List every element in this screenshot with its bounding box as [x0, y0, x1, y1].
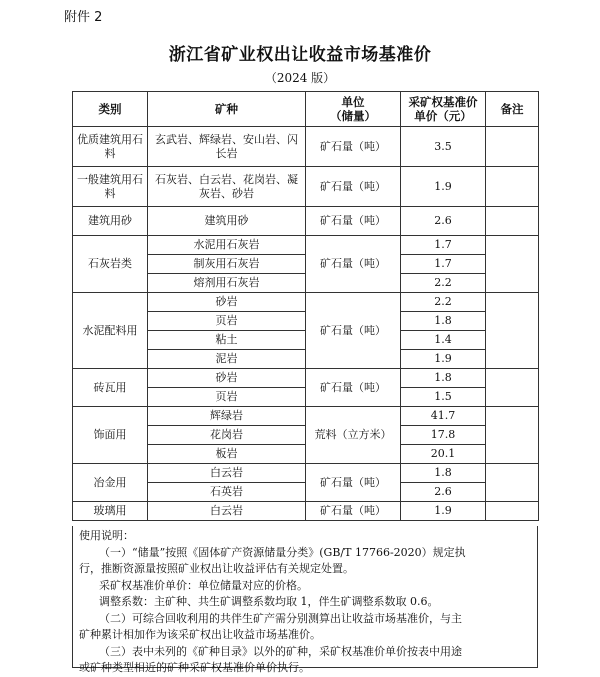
price-cell: 2.2	[401, 293, 486, 312]
table-header-row	[73, 92, 539, 127]
price-cell: 1.9	[401, 350, 486, 369]
remark-cell	[486, 167, 539, 207]
edition-label: （2024 版）	[264, 71, 336, 85]
category-cell: 砖瓦用	[73, 369, 148, 407]
mineral-cell: 熔剂用石灰岩	[148, 274, 306, 293]
price-cell: 1.4	[401, 331, 486, 350]
price-cell: 41.7	[401, 407, 486, 426]
category-cell: 优质建筑用石料	[73, 127, 148, 167]
category-cell: 建筑用砂	[73, 207, 148, 236]
table-row	[73, 369, 539, 388]
remark-cell	[486, 369, 539, 407]
mineral-cell: 板岩	[148, 445, 306, 464]
mineral-cell: 石英岩	[148, 483, 306, 502]
table-row	[73, 502, 539, 521]
remark-cell	[486, 207, 539, 236]
price-cell: 1.7	[401, 255, 486, 274]
mineral-cell: 页岩	[148, 388, 306, 407]
price-cell: 2.6	[401, 207, 486, 236]
table-row	[73, 236, 539, 255]
mineral-cell: 砂岩	[148, 293, 306, 312]
remark-cell	[486, 407, 539, 464]
table-row	[73, 293, 539, 312]
note-item: 调整系数：主矿种、共生矿调整系数均取 1，伴生矿调整系数取 0.6。	[99, 595, 439, 608]
table-row	[73, 407, 539, 426]
mineral-cell: 建筑用砂	[148, 207, 306, 236]
header-price: 采矿权基准价 单价（元）	[401, 92, 486, 127]
table-row	[73, 464, 539, 483]
remark-cell	[486, 236, 539, 293]
note-item: 行，推断资源量按照矿业权出让收益评估有关规定处置。	[79, 562, 354, 575]
remark-cell	[486, 293, 539, 369]
unit-cell: 矿石量（吨）	[306, 502, 401, 521]
price-cell: 1.7	[401, 236, 486, 255]
note-item: 或矿种类型相近的矿种采矿权基准价单价执行。	[79, 661, 310, 674]
price-cell: 3.5	[401, 127, 486, 167]
note-item: （一）“储量”按照《固体矿产资源储量分类》(GB/T 17766-2020）规定执	[99, 545, 466, 559]
unit-cell: 矿石量（吨）	[306, 236, 401, 293]
mineral-cell: 粘土	[148, 331, 306, 350]
unit-cell: 矿石量（吨）	[306, 464, 401, 502]
unit-cell: 荒料（立方米）	[306, 407, 401, 464]
page-title: 浙江省矿业权出让收益市场基准价	[168, 45, 432, 65]
unit-cell: 矿石量（吨）	[306, 369, 401, 407]
mineral-cell: 砂岩	[148, 369, 306, 388]
note-item: （二）可综合回收利用的共伴生矿产需分别测算出让收益市场基准价，与主	[99, 611, 462, 625]
header-mineral: 矿种	[148, 92, 306, 127]
price-table	[72, 91, 539, 521]
price-cell: 1.9	[401, 502, 486, 521]
mineral-cell: 白云岩	[148, 502, 306, 521]
notes-heading: 使用说明：	[79, 529, 134, 542]
mineral-cell: 石灰岩、白云岩、花岗岩、凝灰岩、砂岩	[148, 167, 306, 207]
unit-cell: 矿石量（吨）	[306, 127, 401, 167]
price-cell: 17.8	[401, 426, 486, 445]
note-item: 矿种累计相加作为该采矿权出让收益市场基准价。	[79, 628, 321, 641]
mineral-cell: 玄武岩、辉绿岩、安山岩、闪长岩	[148, 127, 306, 167]
note-item: 采矿权基准价单价：单位储量对应的价格。	[99, 578, 308, 592]
table-row	[73, 207, 539, 236]
mineral-cell: 辉绿岩	[148, 407, 306, 426]
table-row	[73, 167, 539, 207]
price-cell: 2.2	[401, 274, 486, 293]
mineral-cell: 泥岩	[148, 350, 306, 369]
category-cell: 水泥配料用	[73, 293, 148, 369]
price-cell: 1.9	[401, 167, 486, 207]
price-cell: 20.1	[401, 445, 486, 464]
price-cell: 1.8	[401, 464, 486, 483]
unit-cell: 矿石量（吨）	[306, 167, 401, 207]
category-cell: 饰面用	[73, 407, 148, 464]
unit-cell: 矿石量（吨）	[306, 293, 401, 369]
price-cell: 1.5	[401, 388, 486, 407]
price-cell: 2.6	[401, 483, 486, 502]
price-cell: 1.8	[401, 369, 486, 388]
mineral-cell: 水泥用石灰岩	[148, 236, 306, 255]
mineral-cell: 白云岩	[148, 464, 306, 483]
header-unit: 单位 （储量）	[306, 92, 401, 127]
remark-cell	[486, 127, 539, 167]
remark-cell	[486, 464, 539, 502]
mineral-cell: 制灰用石灰岩	[148, 255, 306, 274]
category-cell: 冶金用	[73, 464, 148, 502]
note-item: （三）表中未列的《矿种目录》以外的矿种，采矿权基准价单价按表中用途	[99, 644, 462, 658]
category-cell: 玻璃用	[73, 502, 148, 521]
usage-notes	[72, 526, 538, 674]
category-cell: 石灰岩类	[73, 236, 148, 293]
remark-cell	[486, 502, 539, 521]
mineral-cell: 页岩	[148, 312, 306, 331]
header-remark: 备注	[486, 92, 539, 127]
header-category: 类别	[73, 92, 148, 127]
mineral-cell: 花岗岩	[148, 426, 306, 445]
category-cell: 一般建筑用石料	[73, 167, 148, 207]
table-row	[73, 127, 539, 167]
attachment-label: 附件 2	[64, 10, 103, 25]
price-cell: 1.8	[401, 312, 486, 331]
unit-cell: 矿石量（吨）	[306, 207, 401, 236]
